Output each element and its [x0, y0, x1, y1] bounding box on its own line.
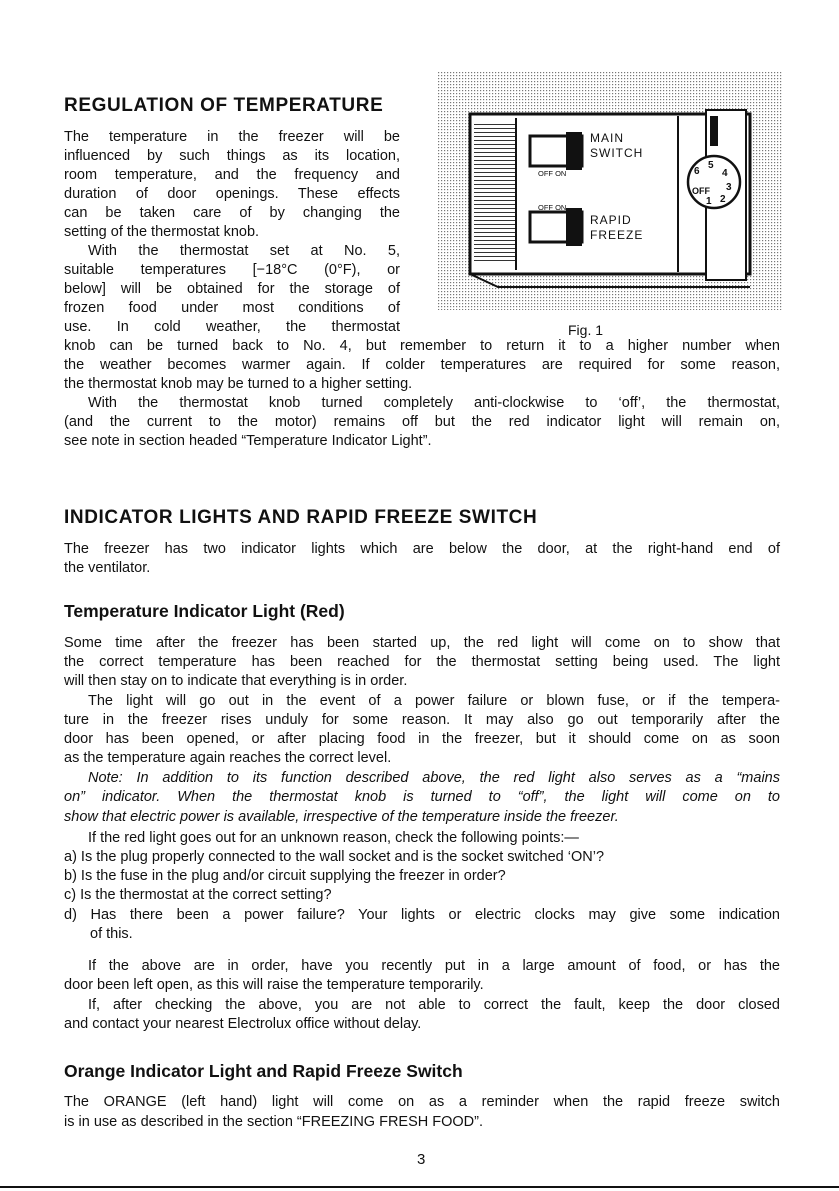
svg-text:2: 2	[720, 194, 726, 205]
indicator-line: the ventilator.	[64, 560, 151, 576]
svg-text:6: 6	[694, 166, 700, 177]
regulation-line: knob can be turned back to No. 4, but remember to return it to a higher number when	[64, 338, 780, 354]
after-line: If the above are in order, have you recently put in a large amount of food, or has the	[88, 958, 780, 974]
regulation-line: the weather becomes warmer again. If colder temperatures are required for some reason,	[64, 357, 780, 373]
regulation-line: frozen food under most conditions of	[64, 300, 400, 316]
regulation-line: room temperature, and the frequency and	[64, 167, 400, 183]
svg-text:4: 4	[722, 168, 728, 179]
page-bottom-rule	[0, 1186, 839, 1188]
check-intro: If the red light goes out for an unknown reason, check the following points:—	[88, 830, 579, 846]
regulation-line: see note in section headed “Temperature Indicator Light”.	[64, 433, 432, 449]
note-line: show that electric power is available, irrespective of the temperature inside the freezer.	[64, 809, 619, 825]
temperature-line: Some time after the freezer has been started up, the red light will come on to show that	[64, 635, 780, 651]
svg-text:3: 3	[726, 182, 732, 193]
check-item: b) Is the fuse in the plug and/or circuit supplying the freezer in order?	[64, 868, 506, 884]
indicator-heading: INDICATOR LIGHTS AND RAPID FREEZE SWITCH	[64, 507, 538, 528]
temperature-line: as the temperature again reaches the correct level.	[64, 750, 392, 766]
orange-light-heading: Orange Indicator Light and Rapid Freeze Switch	[64, 1061, 463, 1081]
orange-line: The ORANGE (left hand) light will come on as a reminder when the rapid freeze switch	[64, 1094, 780, 1110]
regulation-line: setting of the thermostat knob.	[64, 224, 260, 240]
check-item: a) Is the plug properly connected to the wall socket and is the socket switched ‘ON’?	[64, 849, 605, 865]
after-line: If, after checking the above, you are not able to correct the fault, keep the door closed	[88, 997, 780, 1013]
regulation-line: (and the current to the motor) remains off but the red indicator light will remain on,	[64, 414, 780, 430]
regulation-line: With the thermostat knob turned completely anti-clockwise to ‘off’, the thermostat,	[88, 395, 780, 411]
svg-text:OFF: OFF	[692, 186, 710, 196]
regulation-line: influenced by such things as its location,	[64, 148, 400, 164]
page-number: 3	[417, 1151, 426, 1168]
orange-line: is in use as described in the section “FREEZING FRESH FOOD”.	[64, 1114, 484, 1130]
freeze-label: FREEZE	[590, 228, 644, 242]
switch-label: SWITCH	[590, 146, 644, 160]
note-line: Note: In addition to its function described above, the red light also serves as a “mains	[88, 770, 780, 786]
regulation-line: use. In cold weather, the thermostat	[64, 319, 400, 335]
control-panel-figure	[438, 72, 782, 310]
regulation-line: duration of door openings. These effects	[64, 186, 400, 202]
svg-text:5: 5	[708, 160, 714, 171]
check-item: c) Is the thermostat at the correct setting?	[64, 887, 332, 903]
regulation-line: the thermostat knob may be turned to a higher setting.	[64, 376, 413, 392]
control-panel-illustration	[438, 72, 782, 310]
regulation-line: below] will be obtained for the storage of	[64, 281, 400, 297]
temperature-line: door has been opened, or after placing food in the freezer, but it should come on as soon	[64, 731, 780, 747]
temperature-line: ture in the freezer rises unduly for some reason. It may also go out temporarily after the	[64, 712, 780, 728]
regulation-line: The temperature in the freezer will be	[64, 129, 400, 145]
regulation-line: suitable temperatures [−18°C (0°F), or	[64, 262, 400, 278]
main-label: MAIN	[590, 131, 624, 145]
off-on-label-1: OFF ON	[538, 169, 567, 178]
temperature-line: will then stay on to indicate that everything is in order.	[64, 673, 408, 689]
after-line: and contact your nearest Electrolux office without delay.	[64, 1016, 422, 1032]
temperature-line: The light will go out in the event of a power failure or blown fuse, or if the tempera-	[88, 693, 780, 709]
indicator-line: The freezer has two indicator lights which are below the door, at the right-hand end of	[64, 541, 780, 557]
svg-text:1: 1	[706, 196, 712, 207]
regulation-line: can be taken care of by changing the	[64, 205, 400, 221]
check-item: d) Has there been a power failure? Your lights or electric clocks may give some indication	[64, 907, 780, 923]
check-item-continuation: of this.	[90, 926, 133, 942]
off-on-label-2: OFF ON	[538, 203, 567, 212]
figure-caption: Fig. 1	[568, 322, 604, 338]
temperature-light-heading: Temperature Indicator Light (Red)	[64, 601, 345, 621]
regulation-heading: REGULATION OF TEMPERATURE	[64, 95, 384, 116]
regulation-line: With the thermostat set at No. 5,	[88, 243, 400, 259]
rapid-label: RAPID	[590, 213, 632, 227]
note-line: on” indicator. When the thermostat knob is turned to “off”, the light will come on to	[64, 789, 780, 805]
temperature-line: the correct temperature has been reached for the thermostat setting being used. The light	[64, 654, 780, 670]
after-line: door been left open, as this will raise the temperature temporarily.	[64, 977, 484, 993]
